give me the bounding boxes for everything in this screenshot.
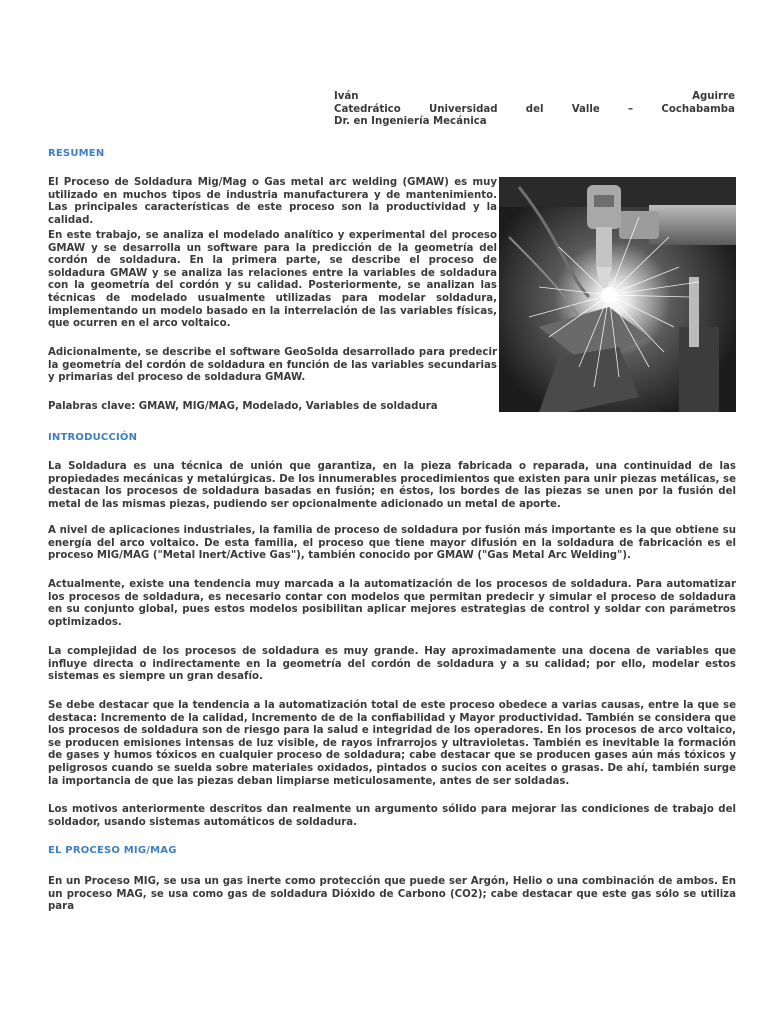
affiliation-word: Valle <box>571 103 600 115</box>
affiliation-word: Catedrático <box>334 103 401 115</box>
introduccion-paragraph-6: Los motivos anteriormente descritos dan realmente un argumento sólido para mejorar las condiciones de trabajo del soldador, usando sistemas automáticos de soldadura. <box>48 804 736 828</box>
resumen-paragraph-3: Adicionalmente, se describe el software GeoSolda desarrollado para predecir la geometría del cordón de soldadura en función de las variables secundarias y primarias del proceso de soldadura GMAW. <box>48 347 497 384</box>
proceso-heading: EL PROCESO MIG/MAG <box>48 845 177 856</box>
affiliation-word: – <box>628 103 634 115</box>
affiliation-word: del <box>525 103 544 115</box>
affiliation-word: Universidad <box>428 103 498 115</box>
resumen-heading: RESUMEN <box>48 148 105 159</box>
author-degree-line <box>334 116 735 129</box>
author-first-name: Iván <box>334 91 359 102</box>
introduccion-paragraph-1: La Soldadura es una técnica de unión que garantiza, en la pieza fabricada o reparada, una continuidad de las propiedades mecánicas y metalúrgicas. De los innumerables procedimientos que existen para unir piezas metálicas, se destacan los procesos de soldadura basadas en fusión; en éstos, los bordes de las piezas se unen por la fusión del metal de las mismas piezas, pudiendo ser opcionalmente adicionado un metal de aporte. <box>48 461 736 510</box>
resumen-paragraph-1: El Proceso de Soldadura Mig/Mag o Gas metal arc welding (GMAW) es muy utilizado en muchos tipos de industria manufacturera y de mantenimiento. Las principales características de este proceso son la productividad y la calidad. <box>48 177 497 226</box>
proceso-paragraph-1: En un Proceso MIG, se usa un gas inerte como protección que puede ser Argón, Helio o una combinación de ambos. En un proceso MAG, se usa como gas de soldadura Dióxido de Carbono (CO2); cabe destacar que este gas sólo se utiliza para <box>48 876 736 913</box>
introduccion-paragraph-5: Se debe destacar que la tendencia a la automatización total de este proceso obedece a varias causas, entre la que se destaca: Incremento de la calidad, Incremento de de la confiabilidad y Mayor productividad. También se considera que los procesos de soldadura son de riesgo para la salud e integridad de los operadores. En los procesos de arco voltaico, se producen emisiones intensas de luz visible, de rayos infrarrojos y ultravioletas. También es inevitable la formación de gases y humos tóxicos en cualquier proceso de soldadura; cabe destacar que se producen gases aún más tóxicos y peligrosos cuando se suelda sobre materiales oxidados, pintados o sucios con aceites o grasas. De ahí, también surge la importancia de que las piezas deban limpiarse meticulosamente, antes de ser soldadas. <box>48 700 736 787</box>
keywords: Palabras clave: GMAW, MIG/MAG, Modelado, Variables de soldadura <box>48 401 438 412</box>
author-name-line <box>334 91 735 104</box>
introduccion-paragraph-3: Actualmente, existe una tendencia muy marcada a la automatización de los procesos de soldadura. Para automatizar los procesos de soldadura, es necesario contar con modelos que permitan predecir y simular el proceso de soldadura en su conjunto global, pues estos modelos posibilitan aplicar mejores estrategias de control y soldar con parámetros optimizados. <box>48 579 736 628</box>
affiliation-word: Cochabamba <box>661 103 735 115</box>
author-affiliation-line <box>334 104 735 117</box>
resumen-paragraph-2: En este trabajo, se analiza el modelado analítico y experimental del proceso GMAW y se desarrolla un software para la predicción de la geometría del cordón de soldadura. En la primera parte, se describe el proceso de soldadura GMAW y se analiza las relaciones entre la variables de soldadura con la geometría del cordón y su calidad. Posteriormente, se analizan las técnicas de modelado usualmente utilizadas para modelar soldadura, implementando un modelo basado en la interrelación de las variables físicas, que ocurren en el arco voltaico. <box>48 230 497 330</box>
author-block <box>334 91 735 129</box>
introduccion-heading: INTRODUCCIÓN <box>48 432 138 443</box>
introduccion-paragraph-2: A nivel de aplicaciones industriales, la familia de proceso de soldadura por fusión más importante es la que obtiene su energía del arco voltaico. De esta familia, el proceso que tiene mayor difusión en la soldadura de fabricación es el proceso MIG/MAG ("Metal Inert/Active Gas"), también conocido por GMAW ("Gas Metal Arc Welding"). <box>48 525 736 562</box>
welding-robot-photo <box>499 177 736 412</box>
author-degree: Dr. en Ingeniería Mecánica <box>334 116 487 128</box>
author-last-name: Aguirre <box>692 91 735 102</box>
introduccion-paragraph-4: La complejidad de los procesos de soldadura es muy grande. Hay aproximadamente una docena de variables que influye directa o indirectamente en la geometría del cordón de soldadura y a su calidad; por ello, modelar estos sistemas es siempre un gran desafío. <box>48 646 736 683</box>
